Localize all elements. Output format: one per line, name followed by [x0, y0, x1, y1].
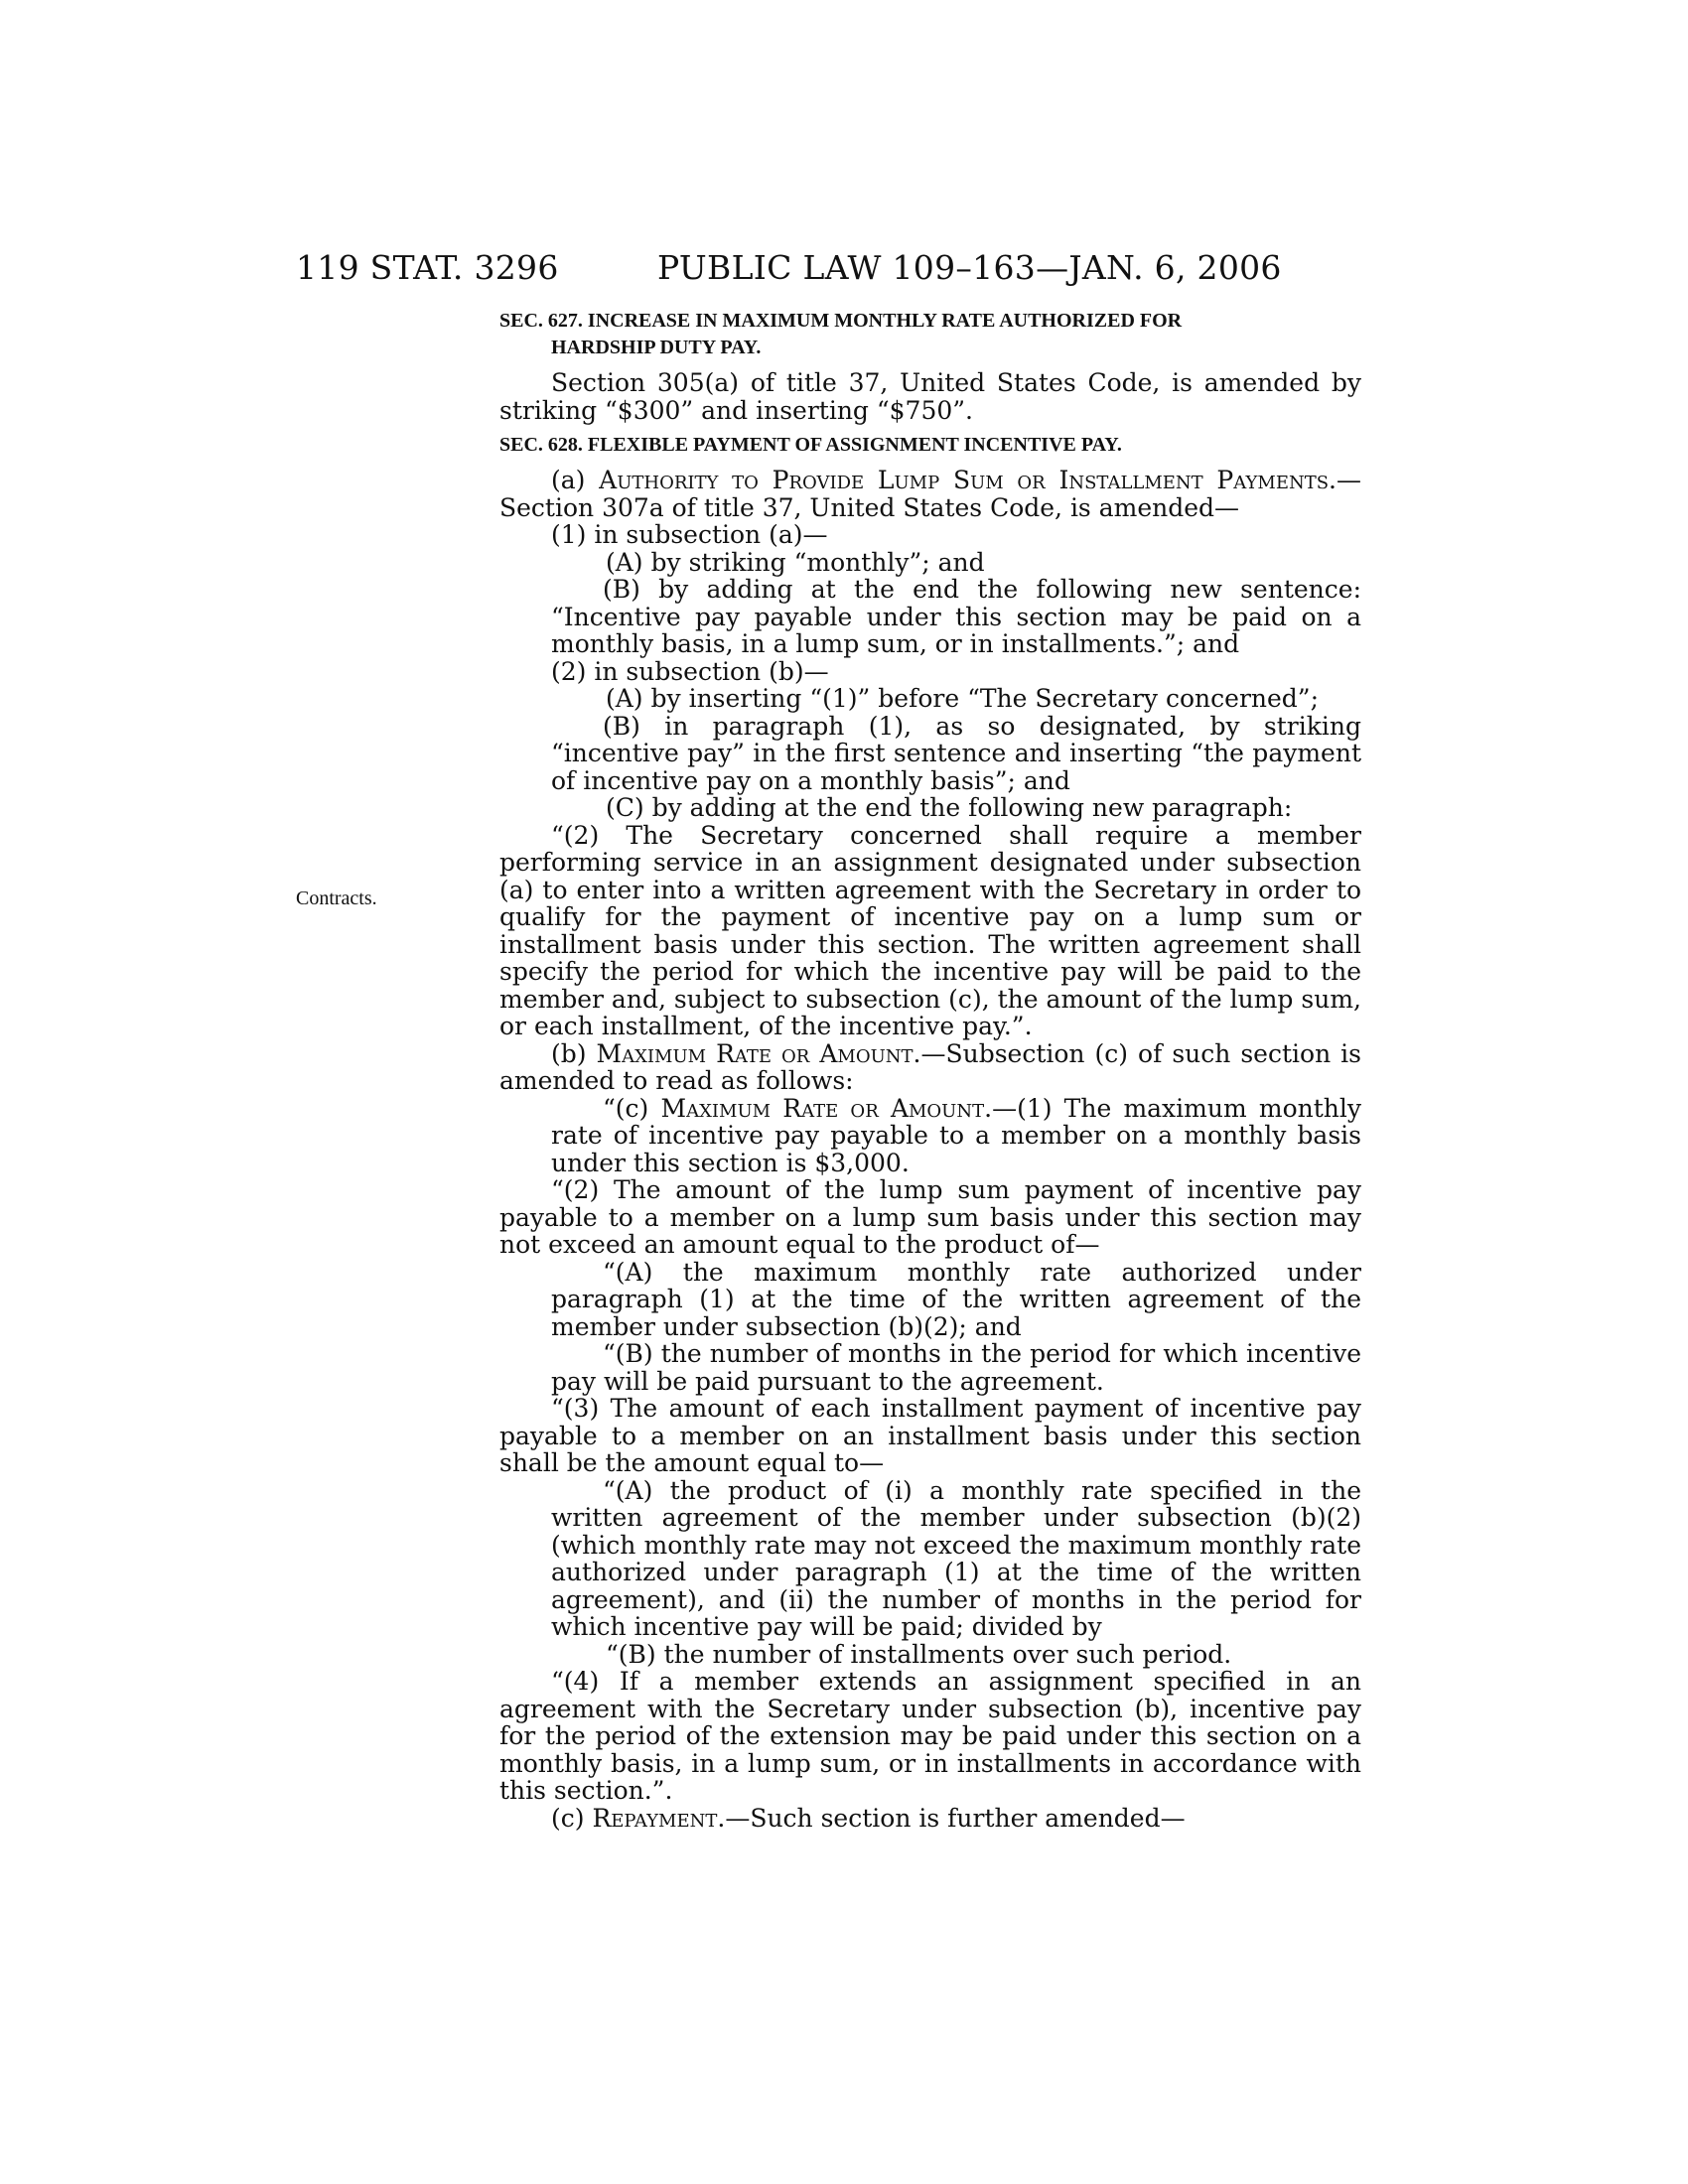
subsection-a-heading: Authority to Provide Lump Sum or Installment Payments. [599, 466, 1336, 494]
subsection-b-label: (b) [551, 1038, 597, 1068]
subsection-b-text: —Subsection (c) of such section is amended to read as follows: [499, 1038, 1361, 1095]
section-627-heading [499, 308, 1361, 361]
subsection-b [499, 1040, 1361, 1095]
quoted-paragraph-c-2: “(2) The amount of the lump sum payment of incentive pay payable to a member on a lump sum basis under this section may not exceed an amount equal to the product of— [499, 1175, 1361, 1259]
subsection-c-heading: Repayment. [592, 1803, 726, 1833]
paragraph-a-1: (1) in subsection (a)— [551, 520, 828, 549]
quoted-subsection-c-text: —(1) The maximum monthly rate of incentive pay payable to a member on a monthly basis under this section is $3,000. [551, 1093, 1361, 1177]
subparagraph-a-1-A: (A) by striking “monthly”; and [606, 547, 985, 577]
quoted-subsection-c-heading: Maximum Rate or Amount. [660, 1093, 993, 1123]
quoted-subsection-c [499, 1095, 1361, 1177]
subsection-a-label: (a) [551, 466, 600, 494]
subsection-a-text: —Section 307a of title 37, United States Code, is amended— [499, 466, 1361, 522]
running-header-title: PUBLIC LAW 109–163—JAN. 6, 2006 [657, 248, 1282, 287]
margin-note-contracts: Contracts. [296, 887, 377, 909]
quoted-subparagraph-c-2-A: “(A) the maximum monthly rate authorized under paragraph (1) at the time of the written agreement of the member under subsection (b)(2); and [551, 1257, 1361, 1341]
quoted-subsection-c-label: “(c) [603, 1093, 661, 1123]
quoted-subparagraph-c-3-B: “(B) the number of installments over such period. [606, 1639, 1232, 1669]
section-628-heading: SEC. 628. FLEXIBLE PAYMENT OF ASSIGNMENT INCENTIVE PAY. [499, 434, 1122, 456]
paragraph-a-2: (2) in subsection (b)— [551, 656, 829, 686]
quoted-subparagraph-c-3-A: “(A) the product of (i) a monthly rate specified in the written agreement of the member under subsection (b)(2) (which monthly rate may not exceed the maximum monthly rate authorized under paragraph (1) at the time of the written agreement), and (ii) the number of months in the period for which incentive pay will be paid; divided by [551, 1475, 1361, 1641]
section-627-text: Section 305(a) of title 37, United States Code, is amended by striking “$300” and inserting “$750”. [499, 368, 1361, 425]
subparagraph-a-2-C: (C) by adding at the end the following new paragraph: [606, 793, 1293, 822]
quoted-subparagraph-c-2-B: “(B) the number of months in the period for which incentive pay will be paid pursuant to the agreement. [551, 1339, 1361, 1396]
subsection-a [499, 467, 1361, 521]
subparagraph-a-2-A: (A) by inserting “(1)” before “The Secretary concerned”; [606, 684, 1320, 713]
subsection-c [499, 1805, 1361, 1833]
section-627-title-continued: HARDSHIP DUTY PAY. [551, 337, 762, 358]
stat-page-number: 119 STAT. 3296 [296, 248, 559, 287]
quoted-paragraph-c-3: “(3) The amount of each installment payment of incentive pay payable to a member on an installment basis under this section shall be the amount equal to— [499, 1394, 1361, 1477]
quoted-paragraph-c-4: “(4) If a member extends an assignment specified in an agreement with the Secretary under subsection (b), incentive pay for the period of the extension may be paid under this section on a monthly basis, in a lump sum, or in installments in accordance with this section.”. [499, 1667, 1361, 1805]
subparagraph-a-2-B: (B) in paragraph (1), as so designated, by striking “incentive pay” in the first sentence and inserting “the payment of incentive pay on a monthly basis”; and [551, 711, 1361, 795]
subsection-c-text: —Such section is further amended— [725, 1803, 1186, 1833]
quoted-paragraph-2: “(2) The Secretary concerned shall require a member performing service in an assignment designated under subsection (a) to enter into a written agreement with the Secretary in order to qualify for the payment of incentive pay on a lump sum or installment basis under this section. The written agreement shall specify the period for which the incentive pay will be paid to the member and, subject to subsection (c), the amount of the lump sum, or each installment, of the incentive pay.”. [499, 820, 1361, 1040]
subsection-c-label: (c) [551, 1803, 593, 1833]
subparagraph-a-1-B: (B) by adding at the end the following new sentence: “Incentive pay payable under this section may be paid on a monthly basis, in a lump sum, or in installments.”; and [551, 575, 1361, 658]
main-text-column [499, 308, 1361, 1832]
section-627-title: SEC. 627. INCREASE IN MAXIMUM MONTHLY RATE AUTHORIZED FOR [499, 310, 1183, 332]
subsection-b-heading: Maximum Rate or Amount. [596, 1038, 921, 1068]
